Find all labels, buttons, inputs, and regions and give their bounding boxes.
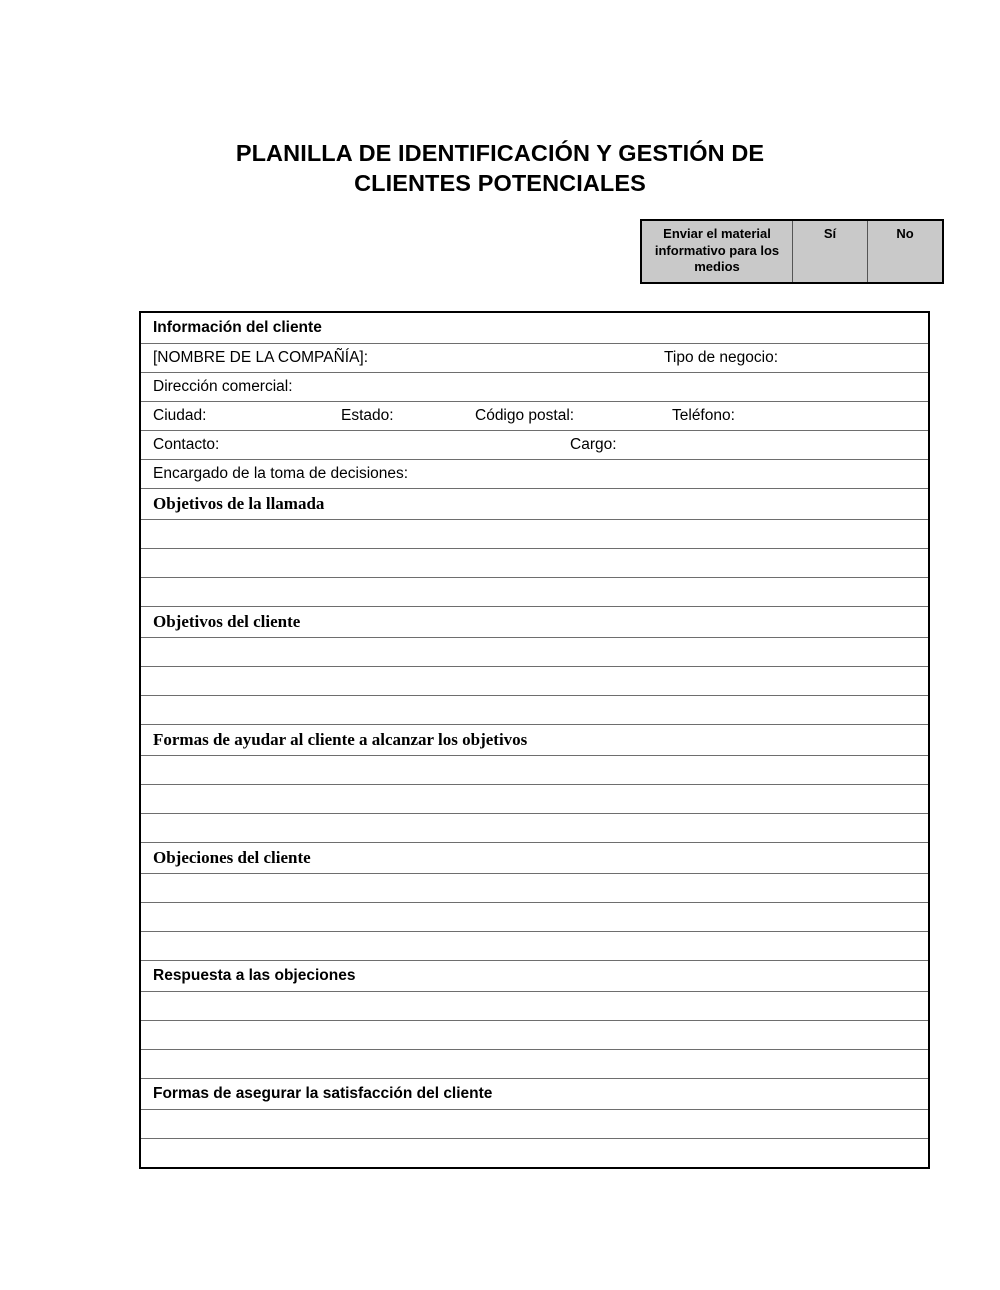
blank-line-row[interactable] — [140, 756, 929, 785]
label-decision-maker: Encargado de la toma de decisiones: — [153, 465, 409, 482]
field-row-contact-position[interactable] — [140, 431, 929, 460]
blank-line-cell[interactable] — [140, 1110, 929, 1139]
blank-line-wrap — [141, 638, 928, 666]
section-header-client-objectives — [140, 607, 929, 638]
blank-line-row[interactable] — [140, 874, 929, 903]
blank-line-wrap — [141, 1050, 928, 1078]
label-postal-code: Código postal: — [475, 407, 575, 424]
label-position: Cargo: — [570, 436, 617, 453]
blank-line-row[interactable] — [140, 520, 929, 549]
blank-line-cell[interactable] — [140, 785, 929, 814]
blank-line-cell[interactable] — [140, 932, 929, 961]
label-contact: Contacto: — [153, 436, 220, 453]
blank-line-row[interactable] — [140, 696, 929, 725]
label-state: Estado: — [341, 407, 394, 424]
blank-line-row[interactable] — [140, 1110, 929, 1139]
blank-line-cell[interactable] — [140, 1021, 929, 1050]
blank-line-cell[interactable] — [140, 756, 929, 785]
media-kit-label-cell: Enviar el material informativo para los medios — [641, 220, 793, 283]
blank-line-row[interactable] — [140, 932, 929, 961]
page-title-line-2: CLIENTES POTENCIALES — [354, 170, 646, 196]
section-header-label: Formas de ayudar al cliente a alcanzar los objetivos — [153, 730, 528, 749]
label-phone: Teléfono: — [672, 407, 735, 424]
field-row-decision-maker[interactable] — [140, 460, 929, 489]
blank-line-wrap — [141, 1110, 928, 1138]
section-header-customer-satisfaction — [140, 1079, 929, 1110]
blank-line-cell[interactable] — [140, 874, 929, 903]
section-header-cell — [140, 1079, 929, 1110]
field-row-cell[interactable] — [140, 402, 929, 431]
page-title-line-1: PLANILLA DE IDENTIFICACIÓN Y GESTIÓN DE — [235, 140, 765, 166]
blank-line-cell[interactable] — [140, 814, 929, 843]
blank-line-wrap — [141, 874, 928, 902]
field-row-wrap — [141, 373, 928, 401]
field-row-cell[interactable] — [140, 460, 929, 489]
section-header-call-objectives — [140, 489, 929, 520]
blank-line-row[interactable] — [140, 903, 929, 932]
blank-line-wrap — [141, 1139, 928, 1167]
section-header-label: Respuesta a las objeciones — [153, 967, 356, 984]
field-row-cell[interactable] — [140, 373, 929, 402]
section-header-client-objections — [140, 843, 929, 874]
blank-line-cell[interactable] — [140, 638, 929, 667]
blank-line-wrap — [141, 696, 928, 724]
blank-line-wrap — [141, 992, 928, 1020]
blank-line-row[interactable] — [140, 667, 929, 696]
blank-line-cell[interactable] — [140, 696, 929, 725]
blank-line-wrap — [141, 578, 928, 606]
section-header-cell — [140, 843, 929, 874]
blank-line-cell[interactable] — [140, 992, 929, 1021]
blank-line-row[interactable] — [140, 1021, 929, 1050]
blank-line-cell[interactable] — [140, 903, 929, 932]
field-row-address[interactable] — [140, 373, 929, 402]
field-row-cell[interactable] — [140, 431, 929, 460]
blank-line-wrap — [141, 903, 928, 931]
blank-line-wrap — [141, 549, 928, 577]
blank-line-wrap — [141, 520, 928, 548]
blank-line-row[interactable] — [140, 1139, 929, 1169]
blank-line-wrap — [141, 1021, 928, 1049]
section-header-label: Objetivos del cliente — [153, 612, 301, 631]
media-kit-no-cell[interactable]: No — [868, 220, 944, 283]
blank-line-wrap — [141, 667, 928, 695]
lead-management-form-table — [139, 311, 930, 1169]
blank-line-cell[interactable] — [140, 1139, 929, 1169]
section-header-cell — [140, 607, 929, 638]
section-header-label: Información del cliente — [153, 319, 322, 336]
blank-line-row[interactable] — [140, 785, 929, 814]
section-header-label: Objetivos de la llamada — [153, 494, 325, 513]
section-header-label: Formas de asegurar la satisfacción del cliente — [153, 1085, 493, 1102]
label-business-address: Dirección comercial: — [153, 378, 293, 395]
field-row-company[interactable] — [140, 344, 929, 373]
blank-line-wrap — [141, 785, 928, 813]
blank-line-cell[interactable] — [140, 1050, 929, 1079]
section-header-cell — [140, 725, 929, 756]
blank-line-wrap — [141, 814, 928, 842]
blank-line-row[interactable] — [140, 578, 929, 607]
blank-line-wrap — [141, 932, 928, 960]
page-title — [140, 138, 860, 198]
blank-line-row[interactable] — [140, 1050, 929, 1079]
section-header-ways-to-help — [140, 725, 929, 756]
blank-line-row[interactable] — [140, 814, 929, 843]
field-row-wrap — [141, 344, 928, 372]
media-kit-table — [640, 219, 944, 284]
media-kit-header-row — [641, 220, 943, 283]
label-city: Ciudad: — [153, 407, 207, 424]
section-header-objection-response — [140, 961, 929, 992]
blank-line-row[interactable] — [140, 992, 929, 1021]
blank-line-cell[interactable] — [140, 549, 929, 578]
section-header-label: Objeciones del cliente — [153, 848, 311, 867]
blank-line-cell[interactable] — [140, 667, 929, 696]
blank-line-cell[interactable] — [140, 578, 929, 607]
field-row-city-state-zip-phone[interactable] — [140, 402, 929, 431]
label-business-type: Tipo de negocio: — [664, 349, 779, 366]
blank-line-row[interactable] — [140, 638, 929, 667]
media-kit-yes-cell[interactable]: Sí — [793, 220, 868, 283]
field-row-cell[interactable] — [140, 344, 929, 373]
field-row-wrap — [141, 460, 928, 488]
blank-line-cell[interactable] — [140, 520, 929, 549]
blank-line-wrap — [141, 756, 928, 784]
section-header-cell — [140, 961, 929, 992]
section-header-cell — [140, 312, 929, 344]
blank-line-row[interactable] — [140, 549, 929, 578]
section-header-cell — [140, 489, 929, 520]
label-company-name: [NOMBRE DE LA COMPAÑÍA]: — [153, 349, 369, 366]
section-header-client-info — [140, 312, 929, 344]
field-row-wrap — [141, 431, 928, 459]
field-row-wrap — [141, 402, 928, 430]
